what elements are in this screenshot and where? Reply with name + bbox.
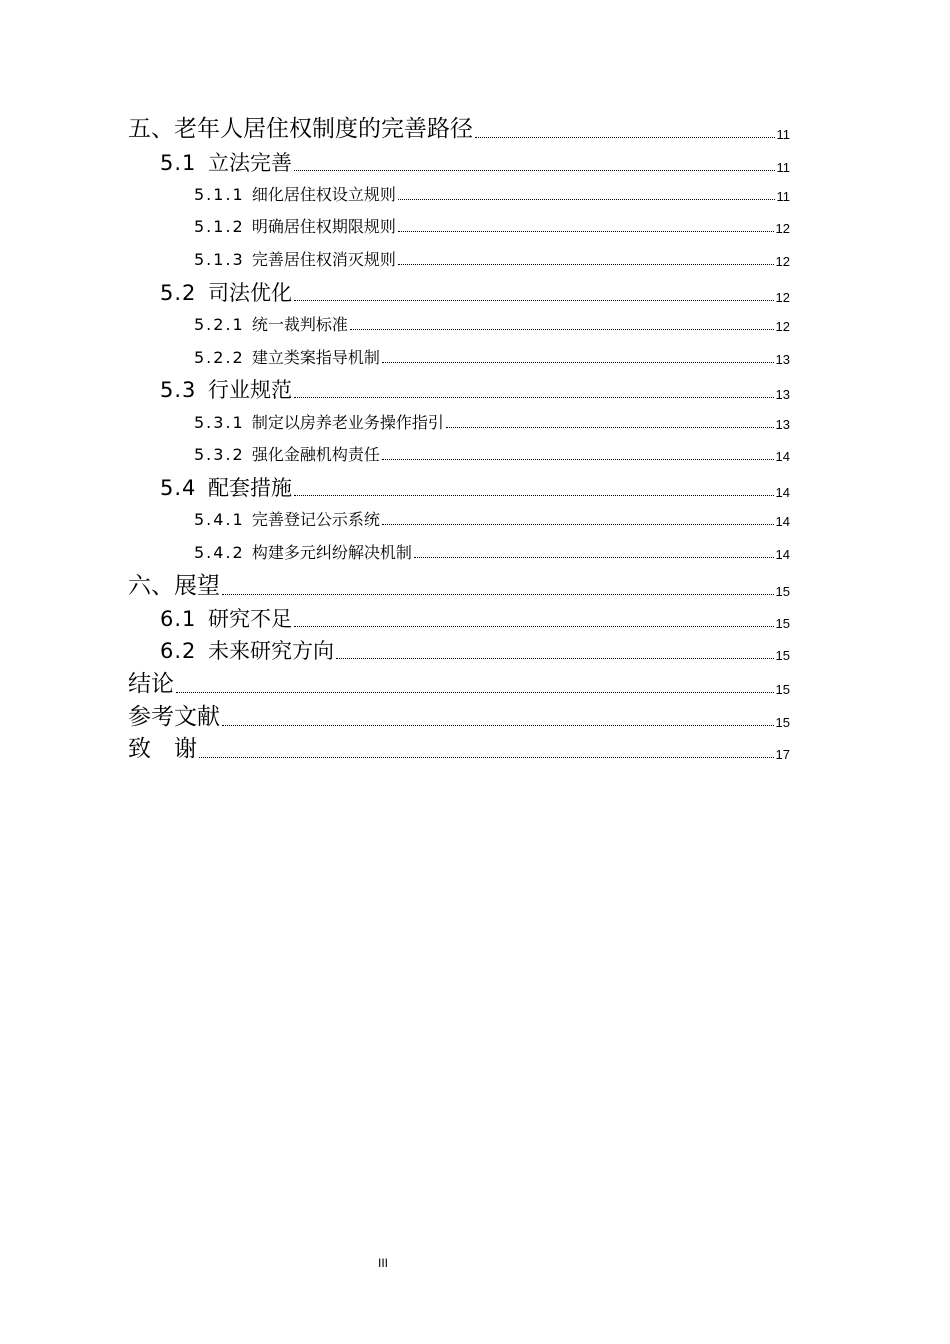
toc-entry-title: 统一裁判标准 [251,315,348,334]
toc-entry-number: 5.2 [160,281,197,305]
toc-entry[interactable] [194,512,790,528]
toc-entry-title: 细化居住权设立规则 [251,185,396,204]
toc-entry[interactable] [194,317,790,333]
toc-entry-title: 完善登记公示系统 [251,510,380,529]
toc-leader-dots [294,300,774,301]
toc-leader-dots [398,199,775,200]
toc-entry-title: 司法优化 [207,281,292,305]
toc-entry[interactable] [160,478,790,499]
toc-entry[interactable] [160,641,790,662]
toc-entry[interactable] [160,609,790,630]
toc-entry-page: 17 [775,747,790,762]
toc-entry-title: 制定以房养老业务操作指引 [251,413,444,432]
toc-entry[interactable] [128,673,790,696]
toc-leader-dots [222,725,774,726]
toc-leader-dots [382,362,774,363]
toc-entry-page: 15 [775,715,790,730]
toc-entry-page: 15 [775,648,790,663]
toc-entry-page: 14 [775,449,790,464]
toc-entry-page: 14 [775,514,790,529]
toc-entry-number: 5.2.2 [194,348,245,367]
toc-entry[interactable] [160,153,790,174]
toc-entry[interactable] [128,738,790,761]
toc-entry[interactable] [194,187,790,203]
toc-entry-title: 强化金融机构责任 [251,445,380,464]
toc-entry-number: 5.4.2 [194,543,245,562]
toc-entry-page: 11 [776,160,790,175]
toc-entry-page: 13 [775,387,790,402]
toc-leader-dots [382,459,774,460]
toc-entry-number: 5.1 [160,151,197,175]
toc-entry[interactable] [194,447,790,463]
toc-entry-page: 14 [775,485,790,500]
toc-entry[interactable] [128,706,790,729]
toc-entry-page: 15 [775,616,790,631]
toc-entry[interactable] [194,219,790,235]
toc-entry-title: 结论 [128,671,174,697]
toc-leader-dots [294,495,774,496]
toc-entry-page: 11 [776,127,790,142]
toc-leader-dots [222,594,774,595]
toc-entry-number: 6.2 [160,639,197,663]
toc-entry-title: 明确居住权期限规则 [251,217,396,236]
toc-leader-dots [294,170,775,171]
toc-entry-number: 5.3 [160,378,197,402]
toc-leader-dots [398,231,774,232]
toc-entry[interactable] [194,545,790,561]
toc-leader-dots [350,329,774,330]
toc-entry-number: 5.2.1 [194,315,245,334]
toc-leader-dots [398,264,774,265]
toc-entry-title: 五、老年人居住权制度的完善路径 [128,116,473,142]
toc-entry-title: 六、展望 [128,573,220,599]
toc-entry-page: 11 [776,189,790,204]
toc-entry-title: 致 谢 [128,736,197,762]
toc-leader-dots [199,757,774,758]
toc-entry-page: 12 [775,221,790,236]
toc-entry-page: 13 [775,417,790,432]
toc-entry[interactable] [194,415,790,431]
toc-entry[interactable] [128,118,790,141]
toc-leader-dots [446,427,774,428]
toc-entry-page: 15 [775,584,790,599]
page-number: III [377,1256,388,1270]
toc-entry[interactable] [194,252,790,268]
toc-leader-dots [336,658,774,659]
toc-entry-title: 配套措施 [207,476,292,500]
toc-entry-number: 5.3.2 [194,445,245,464]
toc-leader-dots [475,137,775,138]
toc-entry-number: 5.1.1 [194,185,245,204]
toc-leader-dots [414,557,774,558]
toc-leader-dots [294,397,774,398]
toc-entry-title: 行业规范 [207,378,292,402]
toc-entry-number: 5.1.2 [194,217,245,236]
toc-entry-page: 13 [775,352,790,367]
toc-entry[interactable] [160,380,790,401]
toc-entry-number: 6.1 [160,607,197,631]
toc-entry-title: 完善居住权消灭规则 [251,250,396,269]
toc-leader-dots [176,692,774,693]
toc-entry-page: 15 [775,682,790,697]
toc-entry-page: 12 [775,290,790,305]
toc-leader-dots [382,524,774,525]
toc-entry-number: 5.1.3 [194,250,245,269]
toc-entry-title: 构建多元纠纷解决机制 [251,543,412,562]
toc-entry-page: 12 [775,254,790,269]
toc-entry-title: 建立类案指导机制 [251,348,380,367]
toc-entry-page: 14 [775,547,790,562]
toc-leader-dots [294,626,774,627]
toc-entry[interactable] [128,575,790,598]
toc-entry[interactable] [160,283,790,304]
toc-entry-title: 未来研究方向 [207,639,334,663]
toc-entry-number: 5.3.1 [194,413,245,432]
toc-entry-page: 12 [775,319,790,334]
toc-entry-title: 参考文献 [128,704,220,730]
toc-entry[interactable] [194,350,790,366]
toc-entry-number: 5.4.1 [194,510,245,529]
toc-entry-title: 立法完善 [207,151,292,175]
toc-entry-number: 5.4 [160,476,197,500]
toc-entry-title: 研究不足 [207,607,292,631]
